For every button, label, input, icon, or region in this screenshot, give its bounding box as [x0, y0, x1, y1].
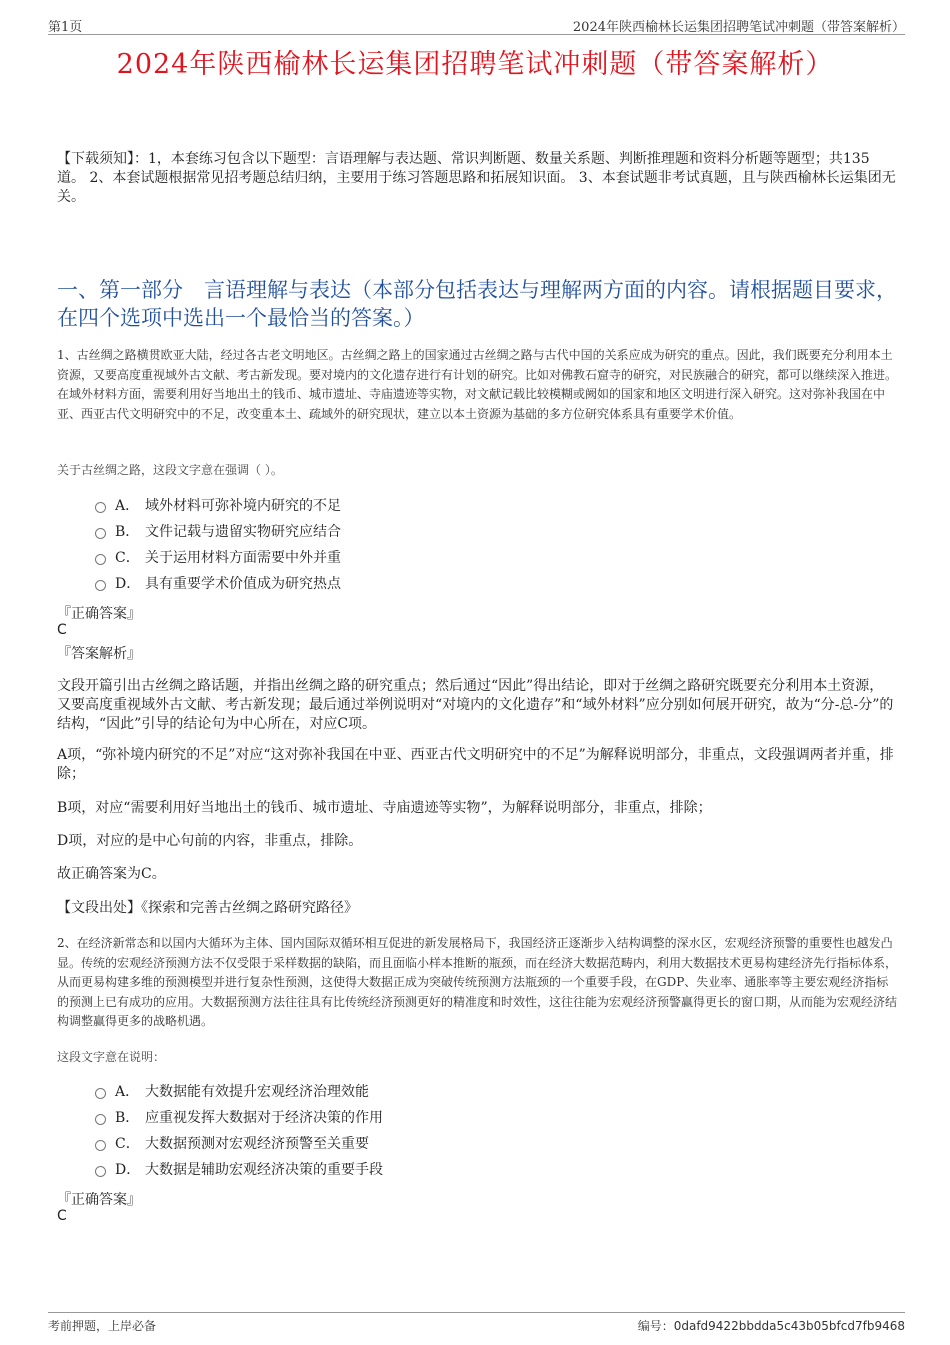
q2-option-a[interactable]: A． 大数据能有效提升宏观经济治理效能 — [95, 1079, 695, 1105]
q2-stem: 这段文字意在说明： — [57, 1050, 166, 1064]
radio-icon[interactable] — [95, 1088, 106, 1099]
q2-passage: 2、在经济新常态和以国内大循环为主体、国内国际双循环相互促进的新发展格局下，我国经济正逐渐步入结构调整的深水区，宏观经济预警的重要性也越发凸显。传统的宏观经济预测方法不仅受限于采样数据的缺陷，而且面临小样本推断的瓶颈，而在经济大数据范畴内，利用大数据技术更易构建经济先行指标体系，从而更易构建多维的预测模型并进行复杂性预测，这使得大数据正成为突破传统预测方法瓶颈的一个重要手段，在GDP、失业率、通胀率等主要宏观经济指标的预测上已有成功的应用。大数据预测方法往往具有比传统经济预测更好的精准度和时效性，这往往能为宏观经济预警赢得更长的窗口期，从而能为宏观经济结构调整赢得更多的战略机遇。 — [57, 936, 898, 1028]
q1-analysis-label: 『答案解析』 — [57, 646, 141, 662]
q2-option-b[interactable]: B． 应重视发挥大数据对于经济决策的作用 — [95, 1105, 695, 1131]
radio-icon[interactable] — [95, 1166, 106, 1177]
q1-source: 【文段出处】《探索和完善古丝绸之路研究路径》 — [57, 900, 358, 916]
q1-answer-label: 『正确答案』 — [57, 606, 141, 622]
q1-analysis-p2: A项，“弥补境内研究的不足”对应“这对弥补我国在中亚、西亚古代文明研究中的不足”为解释说明部分，非重点，文段强调两者并重，排除； — [57, 747, 894, 782]
q2-options — [95, 1079, 695, 1183]
page-number: 第1页 — [48, 20, 83, 35]
radio-icon[interactable] — [95, 554, 106, 565]
q2-option-d[interactable]: D． 大数据是辅助宏观经济决策的重要手段 — [95, 1157, 695, 1183]
radio-icon[interactable] — [95, 1140, 106, 1151]
page-header — [48, 14, 905, 35]
download-notice: 【下载须知】：1，本套练习包含以下题型：言语理解与表达题、常识判断题、数量关系题、判断推理题和资料分析题等题型；共135道。 2、本套试题根据常见招考题总结归纳，主要用于练习答题思路和拓展知识面。 3、本套试题非考试真题，且与陕西榆林长运集团无关。 — [57, 151, 896, 205]
footer-code-label: 编号： — [637, 1319, 674, 1333]
q1-analysis-p5: 故正确答案为C。 — [57, 866, 166, 882]
q1-analysis-p4: D项，对应的是中心句前的内容，非重点，排除。 — [57, 833, 363, 849]
q1-option-b[interactable]: B． 文件记载与遗留实物研究应结合 — [95, 519, 695, 545]
header-doc-title: 2024年陕西榆林长运集团招聘笔试冲刺题（带答案解析） — [572, 20, 905, 35]
q1-answer: C — [57, 622, 67, 638]
document-title: 2024年陕西榆林长运集团招聘笔试冲刺题（带答案解析） — [116, 49, 834, 80]
q1-options — [95, 493, 695, 597]
radio-icon[interactable] — [95, 580, 106, 591]
footer-slogan: 考前押题，上岸必备 — [48, 1319, 157, 1333]
q1-option-a[interactable]: A． 域外材料可弥补境内研究的不足 — [95, 493, 695, 519]
radio-icon[interactable] — [95, 502, 106, 513]
page-footer — [48, 1312, 905, 1335]
radio-icon[interactable] — [95, 528, 106, 539]
footer-code — [638, 1317, 905, 1334]
q1-option-d[interactable]: D． 具有重要学术价值成为研究热点 — [95, 571, 695, 597]
q1-analysis-p3: B项，对应“需要利用好当地出土的钱币、城市遗址、寺庙遗迹等实物”，为解释说明部分，非重点，排除； — [57, 800, 712, 816]
q1-analysis-p1: 文段开篇引出古丝绸之路话题，并指出丝绸之路的研究重点；然后通过“因此”得出结论，即对于丝绸之路研究既要充分利用本土资源，又要高度重视域外古文献、考古新发现；最后通过举例说明对“对境内的文化遗存”和“域外材料”应分别如何展开研究，故为“分-总-分”的结构，“因此”引导的结论句为中心所在，对应C项。 — [57, 678, 894, 732]
radio-icon[interactable] — [95, 1114, 106, 1125]
section-title: 一、第一部分 言语理解与表达（本部分包括表达与理解两方面的内容。请根据题目要求，在四个选项中选出一个最恰当的答案。） — [57, 278, 897, 330]
q1-passage: 1、古丝绸之路横贯欧亚大陆，经过各古老文明地区。古丝绸之路上的国家通过古丝绸之路与古代中国的关系应成为研究的重点。因此，我们既要充分利用本土资源，又要高度重视域外古文献、考古新发现。要对境内的文化遗存进行有计划的研究。比如对佛教石窟寺的研究，对民族融合的研究，都可以继续深入推进。在域外材料方面，需要利用好当地出土的钱币、城市遗址、寺庙遗迹等实物，对文献记载比较模糊或阙如的国家和地区文明进行深入研究。这对弥补我国在中亚、西亚古代文明研究中的不足，改变重本土、疏域外的研究现状，建立以本土资源为基础的多方位研究体系具有重要学术价值。 — [57, 348, 898, 421]
q2-option-c[interactable]: C． 大数据预测对宏观经济预警至关重要 — [95, 1131, 695, 1157]
footer-code-value: 0dafd9422bbdda5c43b05bfcd7fb9468 — [673, 1319, 905, 1333]
q2-answer: C — [57, 1208, 67, 1224]
q2-answer-label: 『正确答案』 — [57, 1192, 141, 1208]
q1-stem: 关于古丝绸之路，这段文字意在强调（ ）。 — [57, 463, 283, 477]
q1-option-c[interactable]: C． 关于运用材料方面需要中外并重 — [95, 545, 695, 571]
